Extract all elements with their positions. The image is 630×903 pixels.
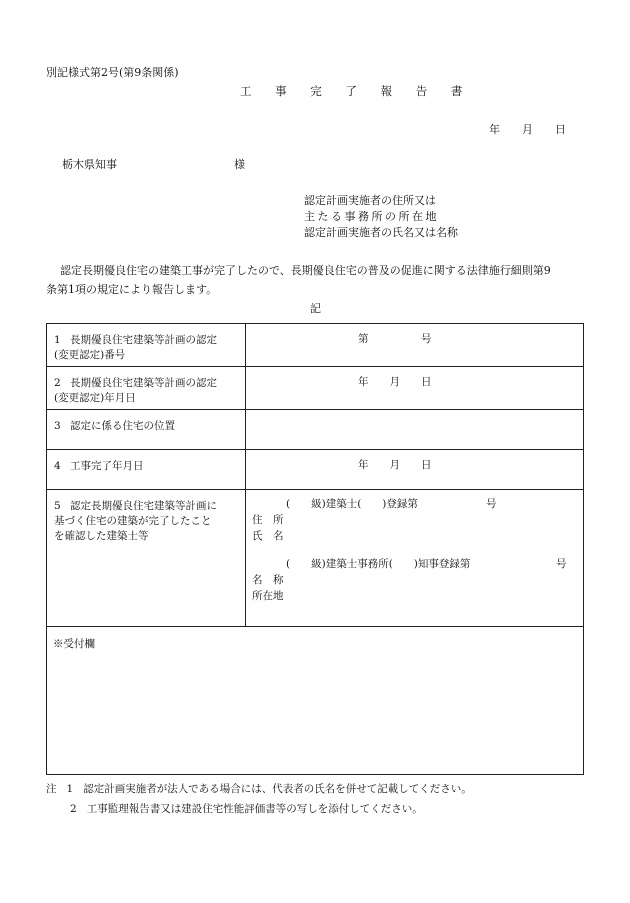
reception-cell[interactable] [47,627,584,775]
note-prefix: 注 [46,783,57,795]
row-label: 長期優良住宅建築等計画の認定 [70,334,217,346]
row-label: 認定長期優良住宅建築等計画に [70,500,217,512]
reception-label: ※受付欄 [53,638,95,650]
office-location-label: 所在地 [252,590,284,602]
table-row [47,490,584,627]
architect-go: 号 [486,498,497,510]
applicant-office-label: 主たる事務所の所在地 [304,210,439,223]
body-text-line1: 認定長期優良住宅の建築工事が完了したので、長期優良住宅の普及の促進に関する法律施行細則第9 [60,264,551,277]
office-registration-line: ( 級)建築士事務所( )知事登録第 [286,558,471,570]
report-table [46,323,584,775]
row-label: 工事完了年月日 [70,460,144,472]
row-label-cont: (変更認定)年月日 [54,392,136,404]
cert-number-value: 第 号 [358,333,432,345]
row1-value-cell[interactable] [246,324,584,367]
note-1 [46,779,472,799]
table-row [47,410,584,450]
architect-grade-line: ( 級)建築士( )登録第 [286,498,418,510]
note-1-number: 1 [66,783,74,795]
body-text-line2: 条第1項の規定により報告します。 [46,283,218,296]
cert-date-value: 年 月 日 [358,376,432,388]
row4-value-cell[interactable] [246,450,584,490]
document-title: 工 事 完 了 報 告 書 [240,84,473,98]
date-line: 年 月 日 [489,123,566,136]
note-2-text: 工事監理報告書又は建設住宅性能評価書等の写しを添付してください。 [86,803,423,815]
row2-label-cell [47,367,246,410]
table-row [47,450,584,490]
row-number: 4 [54,460,61,472]
row-number: 1 [54,334,61,346]
office-name-label: 名 称 [252,574,284,586]
row-label-cont: (変更認定)番号 [54,349,126,361]
row-label-cont2: を確認した建築士等 [54,530,149,542]
applicant-address-label: 認定計画実施者の住所又は [304,194,436,207]
note-2 [46,799,472,819]
row-number: 5 [54,500,61,512]
office-go: 号 [556,558,567,570]
notes [46,779,472,819]
row-label-cont: 基づく住宅の建築が完了したこと [54,515,212,527]
table-row [47,627,584,775]
note-2-number: 2 [70,803,77,815]
row-number: 3 [54,420,61,432]
completion-date-value: 年 月 日 [358,459,432,471]
row-number: 2 [54,377,61,389]
row-label: 長期優良住宅建築等計画の認定 [70,377,217,389]
row5-architect-cell[interactable] [246,490,584,627]
note-1-text: 認定計画実施者が法人である場合には、代表者の氏名を併せて記載してください。 [83,783,472,795]
architect-address-label: 住 所 [252,514,284,526]
row3-label-cell [47,410,246,450]
row3-value-cell[interactable] [246,410,584,450]
form-number: 別記様式第2号(第9条関係) [46,66,179,79]
row5-label-cell [47,490,246,627]
table-row [47,367,584,410]
architect-name-label: 氏 名 [252,530,284,542]
row2-value-cell[interactable] [246,367,584,410]
addressee-governor: 栃木県知事 [62,158,117,171]
table-row [47,324,584,367]
ki-label: 記 [310,302,321,315]
row1-label-cell [47,324,246,367]
addressee-honorific: 様 [234,158,245,171]
applicant-name-label: 認定計画実施者の氏名又は名称 [304,226,458,239]
row-label: 認定に係る住宅の位置 [70,420,175,432]
row4-label-cell [47,450,246,490]
